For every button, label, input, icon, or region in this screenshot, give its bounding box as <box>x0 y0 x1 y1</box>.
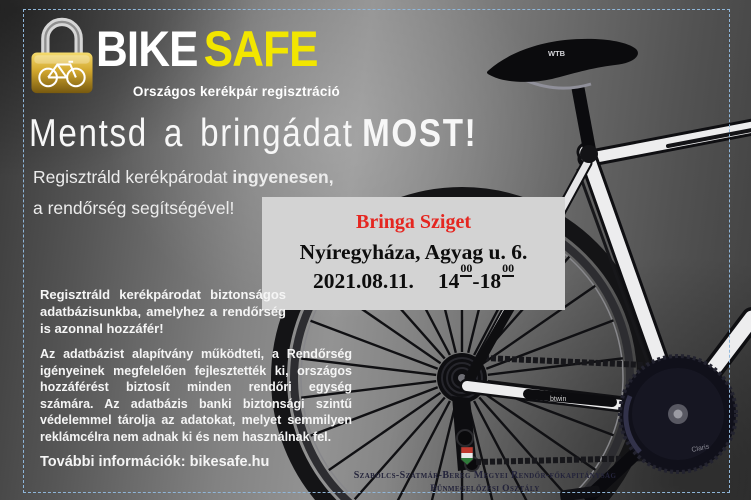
hungarian-flag-icon <box>460 446 474 466</box>
headline <box>29 112 477 156</box>
frame-brand-label: btwin <box>550 396 567 403</box>
saddle-group <box>487 39 638 163</box>
saddle-brand-label: WTB <box>548 49 566 58</box>
intro-line2: a rendőrség segítségével! <box>33 198 235 218</box>
organization-block <box>340 469 630 496</box>
body-paragraph-1: Regisztráld kerékpárodat biztonságos adatbázisunkba, amelyhez a rendőrség is azonnal hozzáfér! <box>40 287 286 336</box>
logo-word-bike: BIKE <box>96 21 198 77</box>
intro-line1: Regisztráld kerékpárodat ingyenesen, <box>33 167 334 187</box>
padlock-bike-logo-icon <box>25 8 99 96</box>
event-address: Nyíregyháza, Agyag u. 6. <box>299 240 528 264</box>
logo-word-safe: SAFE <box>203 21 318 77</box>
event-time: $14^{00}-18^{00}$ <box>437 260 515 293</box>
event-date: 2021.08.11. <box>312 269 414 293</box>
headline-emphasis: MOST! <box>362 112 478 155</box>
logo-subtitle: Országos kerékpár regisztráció <box>132 84 340 99</box>
organization-name: Szabolcs-Szatmár-Bereg Megyei Rendőr-főkapitányság <box>353 470 617 481</box>
organization-department: Bűnmegelőzési Osztály <box>430 484 540 494</box>
crank-brand-label: Claris <box>690 443 710 454</box>
event-title: Bringa Sziget <box>356 211 471 233</box>
intro-text <box>33 162 334 224</box>
more-info-text: További információk: bikesafe.hu <box>40 454 270 470</box>
saddle <box>487 39 638 82</box>
event-date-time <box>262 260 565 295</box>
body-paragraph-2: Az adatbázist alapítvány működteti, a Rendőrség igényeinek megfelelően fejlesztették ki, országos hozzáférést biztosít minden rendőri egység számára. Az adatbázis banki biztonsági szintű védelemmel tárolja az adatokat, melyet semmilyen reklámcélra nem adnak ki és nem használnak fel. <box>40 347 352 444</box>
logo-wordmark <box>96 20 318 78</box>
headline-text: Mentsd a bringádat <box>29 112 354 155</box>
